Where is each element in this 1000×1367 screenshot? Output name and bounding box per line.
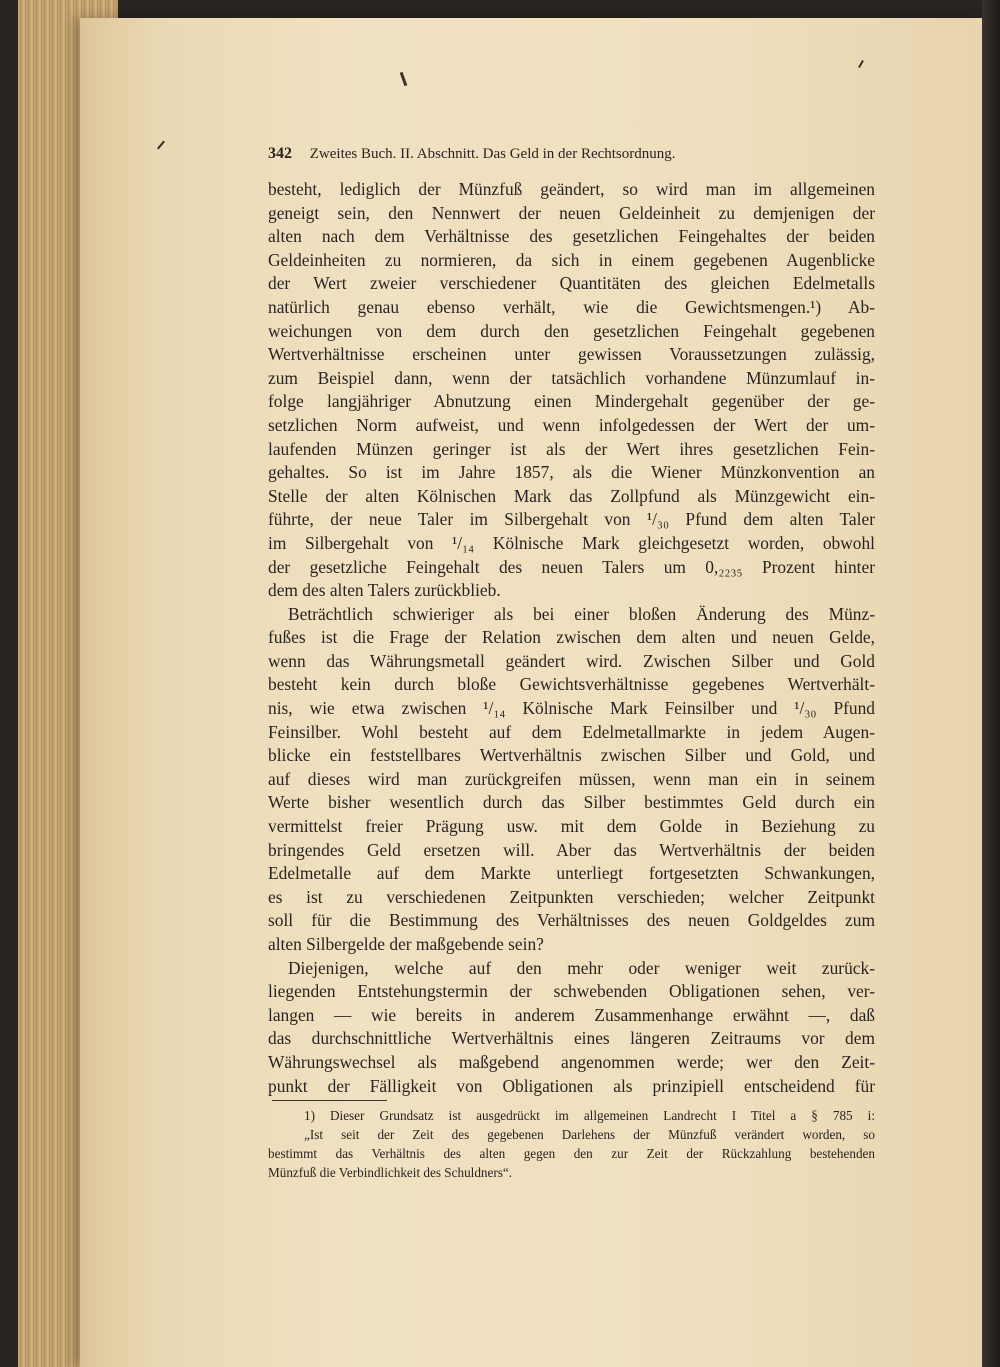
text-line: zum Beispiel dann, wenn der tatsächlich vorhandene Münzumlauf in- <box>268 367 875 388</box>
text-line: soll für die Bestimmung des Verhältnisses des neuen Goldgeldes zum <box>268 910 875 931</box>
text-line: führte, der neue Taler im Silbergehalt von ¹/₃₀ Pfund dem alten Taler <box>268 509 875 530</box>
text-line: liegenden Entstehungstermin der schwebenden Obligationen sehen, ver- <box>268 981 875 1002</box>
text-line: alten Silbergelde der maßgebende sein? <box>268 934 544 954</box>
text-line: Stelle der alten Kölnischen Mark das Zollpfund als Münzgewicht ein- <box>268 485 875 506</box>
footnote-line: Münzfuß die Verbindlichkeit des Schuldners“. <box>268 1165 513 1180</box>
paragraph-3 <box>268 957 875 1099</box>
text-line: Werte bisher wesentlich durch das Silber bestimmtes Geld durch ein <box>268 792 875 813</box>
text-line: im Silbergehalt von ¹/₁₄ Kölnische Mark gleichgesetzt worden, obwohl <box>268 532 875 553</box>
text-line: langen — wie bereits in anderem Zusammenhange erwähnt —, daß <box>268 1004 875 1025</box>
footnote-line: „Ist seit der Zeit des gegebenen Darlehens der Münzfuß verändert worden, so <box>304 1127 875 1142</box>
text-line: natürlich genau ebenso verhält, wie die Gewichtsmengen.¹) Ab- <box>268 296 875 317</box>
paragraph-1 <box>268 178 875 603</box>
text-line: der gesetzliche Feingehalt des neuen Talers um 0,₂₂₃₅ Prozent hinter <box>268 556 875 577</box>
text-line: besteht, lediglich der Münzfuß geändert, so wird man im allgemeinen <box>268 179 875 199</box>
footnote <box>268 1106 875 1182</box>
text-line: Wertverhältnisse erscheinen unter gewissen Voraussetzungen zulässig, <box>268 344 875 365</box>
text-line: wenn das Währungsmetall geändert wird. Zwischen Silber und Gold <box>268 650 875 671</box>
text-line: dem des alten Talers zurückblieb. <box>268 580 501 601</box>
text-line: das durchschnittliche Wertverhältnis eines längeren Zeitraums vor dem <box>268 1028 875 1049</box>
text-line: nis, wie etwa zwischen ¹/₁₄ Kölnische Mark Feinsilber und ¹/₃₀ Pfund <box>268 698 875 719</box>
running-title: Zweites Buch. II. Abschnitt. Das Geld in der Rechtsordnung. <box>309 146 676 162</box>
text-line: weichungen von dem durch den gesetzlichen Feingehalt gegebenen <box>268 320 875 341</box>
text-line: Feinsilber. Wohl besteht auf dem Edelmetallmarkte in jedem Augen- <box>268 721 875 742</box>
text-line: es ist zu verschiedenen Zeitpunkten verschieden; welcher Zeitpunkt <box>268 886 875 907</box>
page-number: 342 <box>268 145 292 162</box>
text-line: gehaltes. So ist im Jahre 1857, als die Wiener Münzkonvention an <box>268 462 875 483</box>
text-line: blicke ein feststellbares Wertverhältnis zwischen Silber und Gold, und <box>268 745 875 766</box>
text-line: Geldeinheiten zu normieren, da sich in einem gegebenen Augenblicke <box>268 249 875 270</box>
text-line: vermittelst freier Prägung usw. mit dem Golde in Beziehung zu <box>268 816 875 837</box>
running-header <box>268 145 808 163</box>
text-line: Edelmetalle auf dem Markte unterliegt fortgesetzten Schwankungen, <box>268 863 875 884</box>
text-line: Diejenigen, welche auf den mehr oder weniger weit zurück- <box>288 957 875 978</box>
text-line: besteht kein durch bloße Gewichtsverhältnisse gegebenes Wertverhält- <box>268 674 875 695</box>
book-cover-edge <box>982 0 1000 1367</box>
paragraph-2 <box>268 603 875 957</box>
text-line: auf dieses wird man zurückgreifen müssen, wenn man ein in seinem <box>268 768 875 789</box>
footnote-rule <box>272 1100 387 1101</box>
text-line: alten nach dem Verhältnisse des gesetzlichen Feingehaltes der beiden <box>268 226 875 247</box>
footnote-line: 1) Dieser Grundsatz ist ausgedrückt im allgemeinen Landrecht I Titel a § 785 i: <box>304 1108 875 1123</box>
body-text <box>268 178 875 1098</box>
text-line: geneigt sein, den Nennwert der neuen Geldeinheit zu demjenigen der <box>268 202 875 223</box>
text-line: folge langjähriger Abnutzung einen Mindergehalt gegenüber der ge- <box>268 391 875 412</box>
text-line: fußes ist die Frage der Relation zwischen dem alten und neuen Gelde, <box>268 627 875 648</box>
text-line: setzlichen Norm aufweist, und wenn infolgedessen der Wert der um- <box>268 414 875 435</box>
text-line: bringendes Geld ersetzen will. Aber das Wertverhältnis der beiden <box>268 839 875 860</box>
text-line: punkt der Fälligkeit von Obligationen als prinzipiell entscheidend für <box>268 1075 875 1096</box>
footnote-line: bestimmt das Verhältnis des alten gegen den zur Zeit der Rückzahlung bestehenden <box>268 1146 875 1161</box>
text-line: Währungswechsel als maßgebend angenommen werde; wer den Zeit- <box>268 1051 875 1072</box>
text-line: der Wert zweier verschiedener Quantitäten des gleichen Edelmetalls <box>268 273 875 294</box>
text-line: Beträchtlich schwieriger als bei einer bloßen Änderung des Münz- <box>288 603 875 624</box>
text-line: laufenden Münzen geringer ist als der Wert ihres gesetzlichen Fein- <box>268 438 875 459</box>
